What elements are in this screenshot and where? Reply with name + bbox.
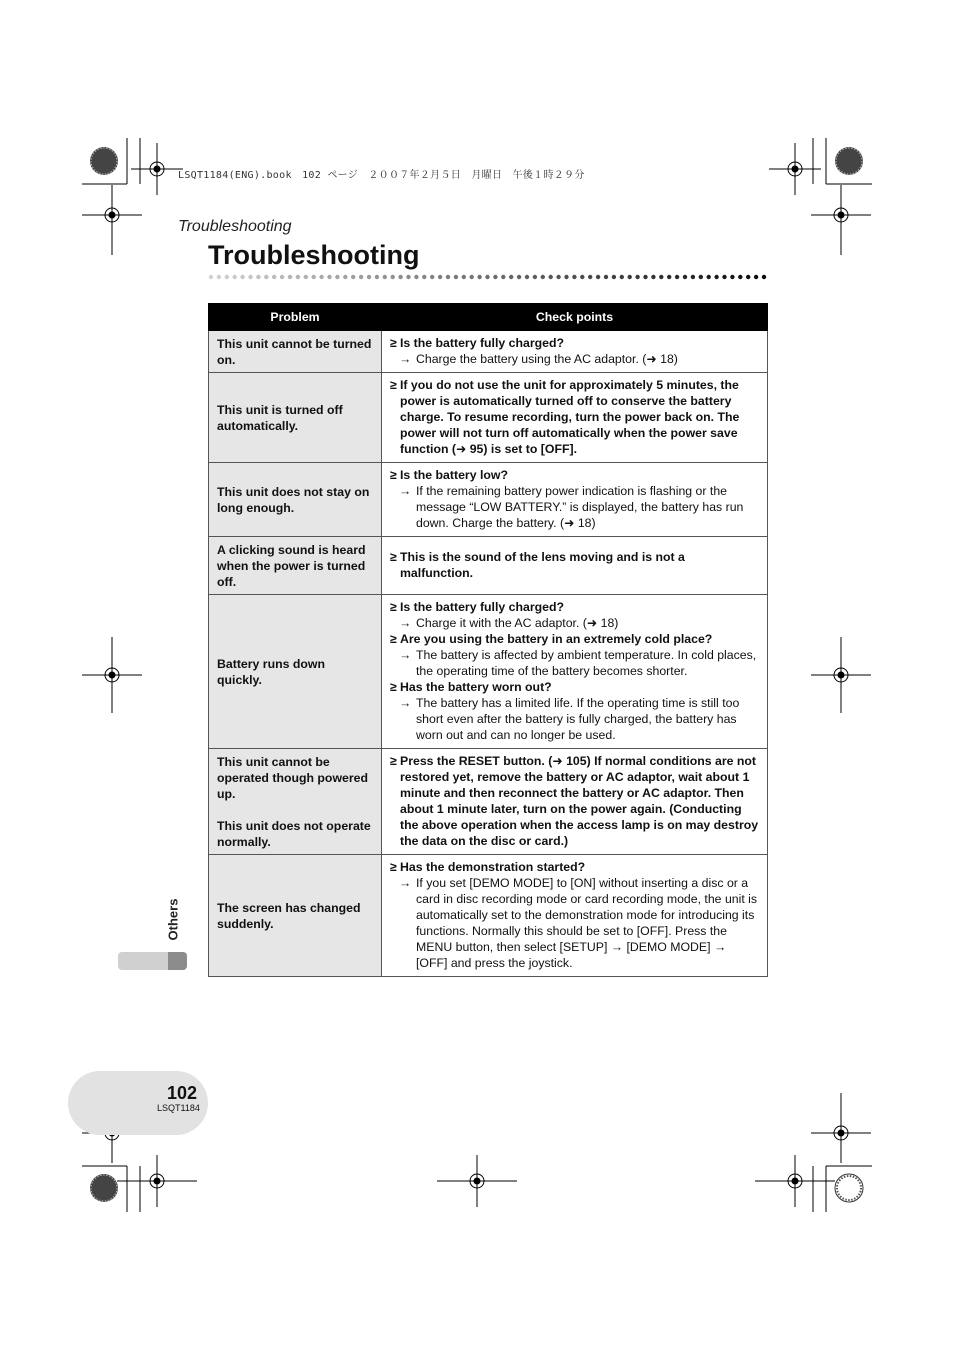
problem-text: Battery runs down quickly.	[217, 656, 325, 687]
bullet-icon: ≥	[390, 632, 397, 646]
arrow-icon: →	[399, 484, 412, 498]
answer-text: Charge the battery using the AC adaptor. (	[416, 352, 647, 366]
page-ref-text: 18)	[574, 516, 596, 530]
title-dotted-rule	[208, 274, 770, 280]
check-question: Is the battery fully charged?	[400, 336, 564, 350]
problem-cell	[209, 855, 382, 977]
check-points-cell	[382, 373, 768, 463]
bullet-icon: ≥	[390, 378, 397, 392]
check-answer-text	[416, 875, 759, 971]
column-header-check-points: Check points	[382, 304, 768, 331]
check-answer	[390, 615, 759, 631]
arrow-icon: →	[399, 876, 412, 890]
check-point-item	[390, 549, 759, 581]
problem-cell	[209, 331, 382, 373]
check-point-item	[390, 631, 759, 647]
check-point-item	[390, 377, 759, 457]
check-answer-text	[416, 615, 618, 631]
check-points-cell	[382, 749, 768, 855]
check-points-cell	[382, 463, 768, 537]
page-ref-text: 18)	[656, 352, 678, 366]
problem-text: This unit does not stay on long enough.	[217, 484, 370, 515]
check-answer-text	[416, 351, 678, 367]
check-point-item	[390, 335, 759, 351]
check-answer	[390, 695, 759, 743]
page-code: LSQT1184	[157, 1103, 200, 1113]
side-tab-label: Others	[165, 898, 181, 941]
check-question: This is the sound of the lens moving and is not a malfunction.	[400, 550, 685, 580]
print-header: LSQT1184(ENG).book 102 ページ ２００７年２月５日 月曜日 午後１時２９分	[178, 170, 585, 181]
bullet-icon: ≥	[390, 680, 397, 694]
page-title: Troubleshooting	[208, 240, 420, 270]
problem-gap	[217, 802, 373, 818]
bullet-icon: ≥	[390, 550, 397, 564]
problem-text: This unit cannot be turned on.	[217, 336, 372, 367]
bullet-icon: ≥	[390, 336, 397, 350]
bullet-icon: ≥	[390, 600, 397, 614]
check-question: If you do not use the unit for approximately 5 minutes, the power is automatically turned off to conserve the battery charge. To resume recording, turn the power back on. The power will not turn off automatically when the power save function (➜ 95) is set to [OFF].	[400, 378, 740, 456]
check-question: Press the RESET button. (➜ 105) If normal conditions are not restored yet, remove the battery or AC adaptor, wait about 1 minute and then reconnect the battery or AC adaptor. Then about 1 minute later, turn on the power again. (Conducting the above operation when the access lamp is on may destroy the data on the disc or card.)	[400, 754, 759, 848]
troubleshooting-table	[208, 303, 768, 977]
problem-text: This unit does not operate normally.	[217, 818, 371, 849]
check-question: Has the demonstration started?	[400, 860, 586, 874]
arrow-icon: →	[399, 616, 412, 630]
page-ref-arrow-icon: ➜	[646, 352, 657, 366]
arrow-icon: →	[399, 696, 412, 710]
check-points-cell	[382, 855, 768, 977]
table-row	[209, 595, 768, 749]
arrow-icon: →	[399, 352, 412, 366]
check-question: Is the battery low?	[400, 468, 508, 482]
problem-cell	[209, 749, 382, 855]
problem-cell	[209, 595, 382, 749]
page-ref-arrow-icon: ➜	[564, 516, 575, 530]
problem-text: This unit cannot be operated though powered up.	[217, 754, 368, 801]
table-row	[209, 331, 768, 373]
side-tab-label-wrap	[164, 896, 182, 946]
answer-text: If the remaining battery power indication is flashing or the message “LOW BATTERY.” is displayed, the battery has run down. Charge the battery. (	[416, 484, 744, 530]
check-points-cell	[382, 537, 768, 595]
check-answer	[390, 875, 759, 971]
answer-text: Charge it with the AC adaptor. (	[416, 616, 587, 630]
check-answer	[390, 647, 759, 679]
bullet-icon: ≥	[390, 860, 397, 874]
section-label: Troubleshooting	[178, 218, 292, 235]
table-row	[209, 855, 768, 977]
answer-text: The battery is affected by ambient temperature. In cold places, the operating time of the battery becomes shorter.	[416, 648, 757, 678]
problem-cell	[209, 463, 382, 537]
page-number: 102	[167, 1083, 198, 1103]
table-row	[209, 749, 768, 855]
check-point-item	[390, 859, 759, 875]
table-row	[209, 463, 768, 537]
page-ref-text: 18)	[597, 616, 619, 630]
answer-text: The battery has a limited life. If the operating time is still too short even after the battery is fully charged, the battery has worn out and can no longer be used.	[416, 696, 740, 742]
table-row	[209, 373, 768, 463]
arrow-icon: →	[399, 648, 412, 662]
table-header-row	[209, 304, 768, 331]
check-points-cell	[382, 595, 768, 749]
check-point-item	[390, 599, 759, 615]
check-question: Is the battery fully charged?	[400, 600, 564, 614]
bullet-icon: ≥	[390, 754, 397, 768]
bullet-icon: ≥	[390, 468, 397, 482]
check-answer	[390, 351, 759, 367]
check-points-cell	[382, 331, 768, 373]
check-answer	[390, 483, 759, 531]
check-point-item	[390, 679, 759, 695]
table-row	[209, 537, 768, 595]
problem-cell	[209, 537, 382, 595]
problem-cell	[209, 373, 382, 463]
side-tab-marker	[168, 952, 187, 970]
check-question: Are you using the battery in an extremely cold place?	[400, 632, 713, 646]
check-question: Has the battery worn out?	[400, 680, 552, 694]
problem-text: The screen has changed suddenly.	[217, 900, 361, 931]
column-header-problem: Problem	[209, 304, 382, 331]
check-point-item	[390, 753, 759, 849]
check-answer-text	[416, 647, 759, 679]
check-answer-text	[416, 483, 759, 531]
problem-text: This unit is turned off automatically.	[217, 402, 343, 433]
check-answer-text	[416, 695, 759, 743]
problem-text: A clicking sound is heard when the power is turned off.	[217, 542, 366, 589]
check-point-item	[390, 467, 759, 483]
answer-text: If you set [DEMO MODE] to [ON] without inserting a disc or a card in disc recording mode or card recording mode, the unit is automatically set to the demonstration mode for introducing its functions. Normally this should be set to [OFF]. Press the MENU button, then select [SETUP] → [DEMO MODE] → [OFF] and press the joystick.	[416, 876, 758, 970]
page-ref-arrow-icon: ➜	[586, 616, 598, 630]
